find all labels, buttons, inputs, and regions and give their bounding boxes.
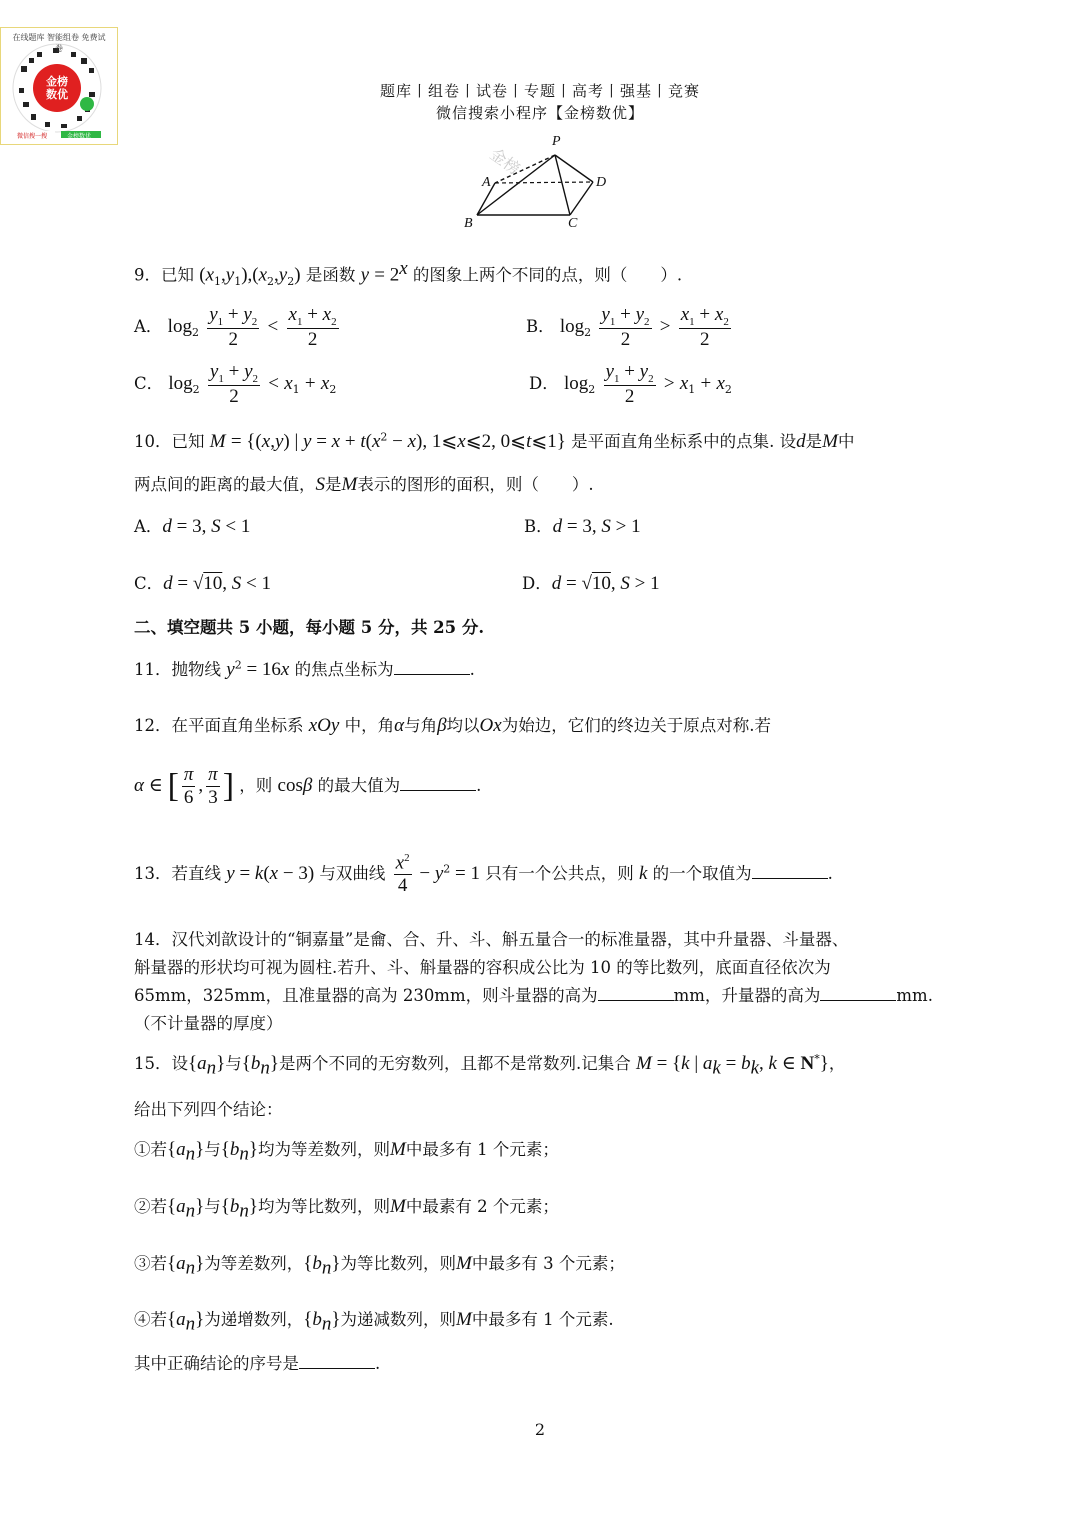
q10-option-a: A．d = 3, S < 1 xyxy=(134,516,251,537)
section-fill-in-heading: 二、填空题共 5 小题，每小题 5 分，共 25 分. xyxy=(134,618,485,637)
q12-line1: 12．在平面直角坐标系 xOy 中，角α与角β均以Ox为始边，它们的终边关于原点对称.若 xyxy=(134,715,771,736)
q10-option-c: C．d = √10, S < 1 xyxy=(134,573,271,594)
q10-stem-line2: 两点间的距离的最大值，S是M表示的图形的面积，则（ ）. xyxy=(134,474,594,495)
label-c: C xyxy=(568,216,578,231)
label-p: P xyxy=(552,134,561,149)
label-d: D xyxy=(596,175,607,190)
q9-option-a: A． $\log_2$ $\frac{y_1 + y_2}{2}$ < $\frac{x_1 + x_2}{2}$ xyxy=(134,304,337,350)
q11: 11．抛物线 $y^2 = 16x$ 的焦点坐标为 . xyxy=(134,658,475,680)
answer-blank xyxy=(394,660,470,675)
label-a: A xyxy=(482,175,491,190)
q14-line1: 14．汉代刘歆设计的“铜嘉量”是龠、合、升、斗、斛五量合一的标准量器，其中升量器、斗量器、 xyxy=(134,930,849,949)
header-nav: 题库丨组卷丨试卷丨专题丨高考丨强基丨竞赛 xyxy=(379,82,700,100)
q15-final: 其中正确结论的序号是 . xyxy=(134,1354,381,1373)
q15-line1: 15．设$\{a_n\}$与$\{b_n\}$是两个不同的无穷数列，且都不是常数列.记集合 M = {k | $a_k = b_k$, k ∈ N*}， xyxy=(134,1052,846,1079)
q15-conclusion-1: ①若$\{a_n\}$与$\{b_n\}$均为等差数列，则M中最多有 1 个元素； xyxy=(134,1139,559,1165)
q14-line4: （不计量器的厚度） xyxy=(134,1014,283,1033)
q14-line3: 65mm，325mm，且准量器的高为 230mm，则斗量器的高为 mm，升量器的高为 mm. xyxy=(134,986,933,1005)
q9-option-b: B． $\log_2$ $\frac{y_1 + y_2}{2}$ > $\frac{x_1 + x_2}{2}$ xyxy=(526,304,729,350)
q15-conclusion-2: ②若$\{a_n\}$与$\{b_n\}$均为等比数列，则M中最素有 2 个元素； xyxy=(134,1196,559,1222)
q12-line2: α ∈ [ $\frac{\pi}{6}$ , $\frac{\pi}{3}$ ] ，则 cosβ 的最大值为 . xyxy=(134,764,482,808)
q9-option-c: C． $\log_2$ $\frac{y_1 + y_2}{2}$ < $x_1 + x_2$ xyxy=(134,361,337,407)
q15-line2: 给出下列四个结论： xyxy=(134,1100,283,1119)
q13: 13．若直线 y = k(x − 3) 与双曲线 $\frac{x^2}{4}$ − $y^2 = 1$ 只有一个公共点，则 k 的一个取值为 . xyxy=(134,852,833,897)
q10-option-d: D．d = √10, S > 1 xyxy=(522,573,660,594)
q15-conclusion-3: ③若$\{a_n\}$为等差数列，$\{b_n\}$为等比数列，则M中最多有 3 个元素； xyxy=(134,1253,625,1279)
svg-text:金榜: 金榜 xyxy=(486,144,524,179)
logo-ring-text: 在线题库 智能组卷 免费试卷 xyxy=(12,33,106,53)
page-number: 2 xyxy=(534,1420,546,1439)
q10-stem: 10．已知 M = {(x,y) | $y = x + t(x^2 - x)$, 1⩽x⩽2, 0⩽t⩽1} 是平面直角坐标系中的点集. 设d是M中 xyxy=(134,430,855,452)
logo-tag-text: 金榜数优 xyxy=(67,133,92,140)
q10-option-b: B．d = 3, S > 1 xyxy=(524,516,641,537)
header-mini-program: 微信搜索小程序【金榜数优】 xyxy=(435,104,644,122)
q9-option-d: D． $\log_2$ $\frac{y_1 + y_2}{2}$ > $x_1 + x_2$ xyxy=(529,361,732,407)
label-b: B xyxy=(464,216,473,231)
q15-conclusion-4: ④若$\{a_n\}$为递增数列，$\{b_n\}$为递减数列，则M中最多有 1 个元素. xyxy=(134,1309,614,1335)
logo-center-text: 金榜数优 xyxy=(46,75,68,101)
q9-stem: 9．已知 $(x_1,y_1),(x_2,y_2)$ 是函数 $y = 2^x$ 的图象上两个不同的点，则（ ）. xyxy=(134,258,683,288)
logo-bottom-text: 微信搜一搜 xyxy=(17,133,48,140)
q14-line2: 斛量器的形状均可视为圆柱.若升、斗、斛量器的容积成公比为 10 的等比数列，底面直径依次为 xyxy=(134,958,831,977)
